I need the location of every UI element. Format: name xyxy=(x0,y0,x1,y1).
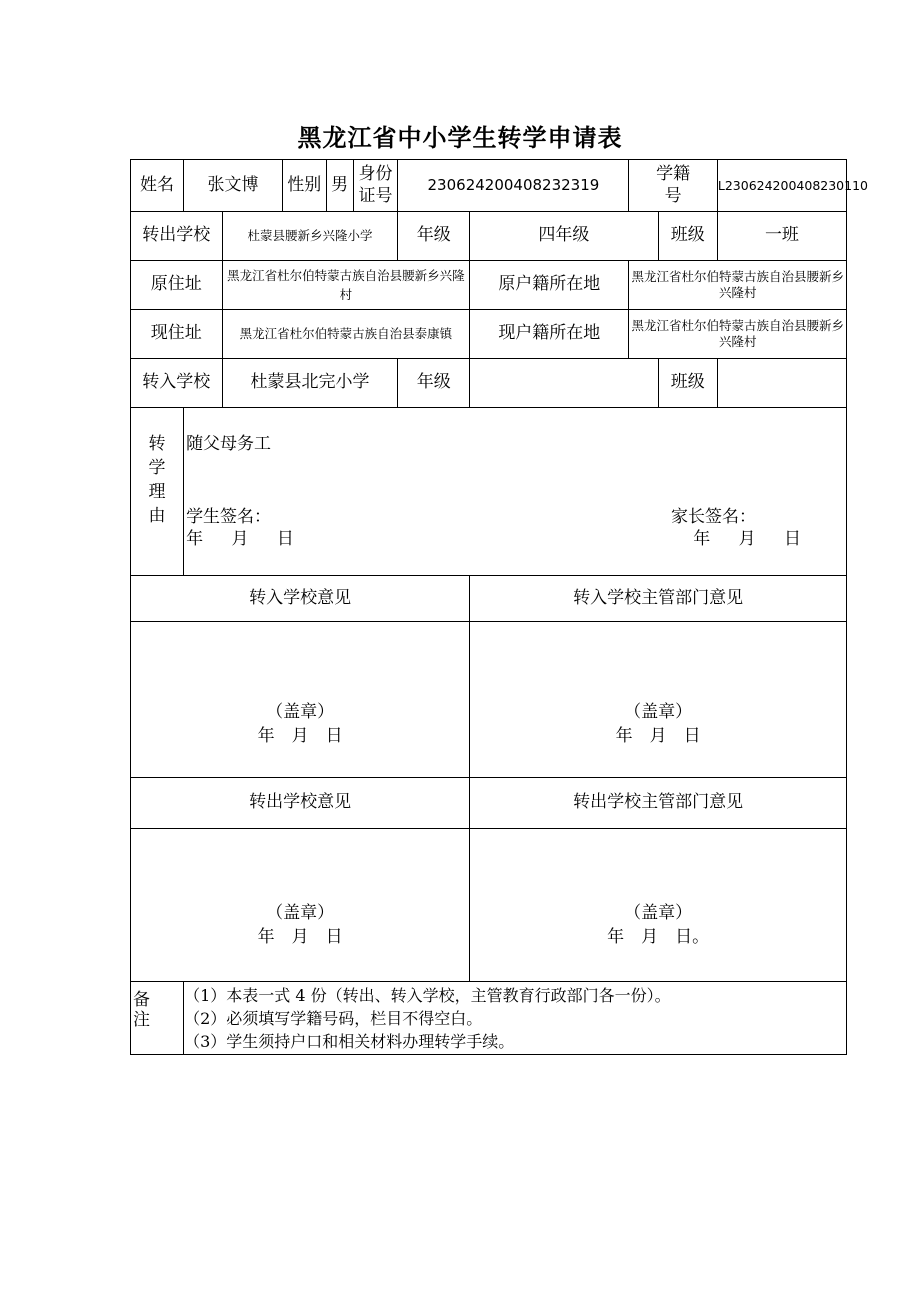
seal-label: （盖章） xyxy=(624,702,693,722)
row-in-opinion-headers xyxy=(131,576,847,622)
out-school-label: 转出学校 xyxy=(131,212,223,261)
opinion-date: 年 月 日 xyxy=(257,927,343,947)
reason-label-char: 转 xyxy=(148,434,166,454)
out-grade-value[interactable]: 四年级 xyxy=(470,212,658,261)
reason-label-char: 由 xyxy=(148,506,166,526)
current-hukou-label: 现户籍所在地 xyxy=(470,310,629,359)
remarks-content xyxy=(184,982,847,1055)
row-old-address xyxy=(131,261,847,310)
student-reg-value[interactable]: L230624200408230110 xyxy=(717,160,846,212)
page-title: 黑龙江省中小学生转学申请表 xyxy=(297,124,623,152)
remarks-label-line2: 注 xyxy=(133,1010,150,1030)
reason-text[interactable]: 随父母务工 xyxy=(186,434,272,454)
gender-value[interactable] xyxy=(326,160,398,212)
in-dept-opinion-area[interactable] xyxy=(470,622,847,778)
id-label-line1: 身份 xyxy=(358,164,393,185)
in-grade-label: 年级 xyxy=(398,359,470,408)
in-school-opinion-header: 转入学校意见 xyxy=(131,576,470,622)
student-signature-label: 学生签名： xyxy=(186,507,272,527)
in-class-value[interactable] xyxy=(717,359,846,408)
row-out-opinions xyxy=(131,829,847,982)
reason-label xyxy=(131,408,184,576)
current-address-value[interactable]: 黑龙江省杜尔伯特蒙古族自治县泰康镇 xyxy=(222,310,470,359)
row-out-school xyxy=(131,212,847,261)
in-school-opinion-area[interactable] xyxy=(131,622,470,778)
row-identity xyxy=(131,160,847,212)
reason-label-char: 理 xyxy=(148,482,166,502)
reason-area[interactable] xyxy=(184,408,847,576)
remarks-label-line1: 备 xyxy=(133,990,150,1010)
remarks-label xyxy=(131,982,184,1055)
reason-label-char: 学 xyxy=(148,458,166,478)
seal-label: （盖章） xyxy=(266,903,335,923)
seal-label: （盖章） xyxy=(266,702,335,722)
old-address-label: 原住址 xyxy=(131,261,223,310)
out-dept-opinion-header: 转出学校主管部门意见 xyxy=(470,778,847,829)
row-reason xyxy=(131,408,847,576)
row-in-opinions xyxy=(131,622,847,778)
out-class-value[interactable]: 一班 xyxy=(717,212,846,261)
parent-signature-label: 家长签名： xyxy=(671,507,756,527)
transfer-application-form xyxy=(130,159,868,1055)
out-grade-label: 年级 xyxy=(398,212,470,261)
student-sign-date: 年 月 日 xyxy=(186,529,294,549)
gender-text: 男 xyxy=(331,174,349,195)
row-out-opinion-headers xyxy=(131,778,847,829)
parent-sign-date: 年 月 日 xyxy=(693,529,801,549)
remark-line: （1）本表一式 4 份（转出、转入学校，主管教育行政部门各一份）。 xyxy=(184,986,671,1005)
out-school-value[interactable]: 杜蒙县腰新乡兴隆小学 xyxy=(222,212,398,261)
old-hukou-label: 原户籍所在地 xyxy=(470,261,629,310)
in-school-label: 转入学校 xyxy=(131,359,223,408)
opinion-date: 年 月 日 xyxy=(615,726,701,746)
out-dept-opinion-area[interactable] xyxy=(470,829,847,982)
in-class-label: 班级 xyxy=(658,359,717,408)
current-address-label: 现住址 xyxy=(131,310,223,359)
in-grade-value[interactable] xyxy=(470,359,658,408)
reg-label-line2: 号 xyxy=(664,185,682,206)
name-value[interactable]: 张文博 xyxy=(184,160,283,212)
row-in-school xyxy=(131,359,847,408)
id-number-value[interactable]: 230624200408232319 xyxy=(398,160,629,212)
old-hukou-value[interactable]: 黑龙江省杜尔伯特蒙古族自治县腰新乡兴隆村 xyxy=(629,261,847,310)
reg-label-line1: 学籍 xyxy=(656,164,691,185)
opinion-date: 年 月 日。 xyxy=(607,927,710,947)
remark-line: （2）必须填写学籍号码，栏目不得空白。 xyxy=(184,1009,483,1028)
out-school-opinion-area[interactable] xyxy=(131,829,470,982)
remark-line: （3）学生须持户口和相关材料办理转学手续。 xyxy=(184,1032,515,1051)
row-current-address xyxy=(131,310,847,359)
old-address-value[interactable]: 黑龙江省杜尔伯特蒙古族自治县腰新乡兴隆村 xyxy=(222,261,470,310)
id-label-line2: 证号 xyxy=(358,185,393,206)
student-reg-label xyxy=(629,160,717,212)
name-label: 姓名 xyxy=(131,160,184,212)
current-hukou-value[interactable]: 黑龙江省杜尔伯特蒙古族自治县腰新乡兴隆村 xyxy=(629,310,847,359)
opinion-date: 年 月 日 xyxy=(257,726,343,746)
out-class-label: 班级 xyxy=(658,212,717,261)
in-school-value[interactable]: 杜蒙县北完小学 xyxy=(222,359,398,408)
out-school-opinion-header: 转出学校意见 xyxy=(131,778,470,829)
in-dept-opinion-header: 转入学校主管部门意见 xyxy=(470,576,847,622)
gender-label: 性别 xyxy=(282,160,326,212)
seal-label: （盖章） xyxy=(624,903,693,923)
row-remarks xyxy=(131,982,847,1055)
